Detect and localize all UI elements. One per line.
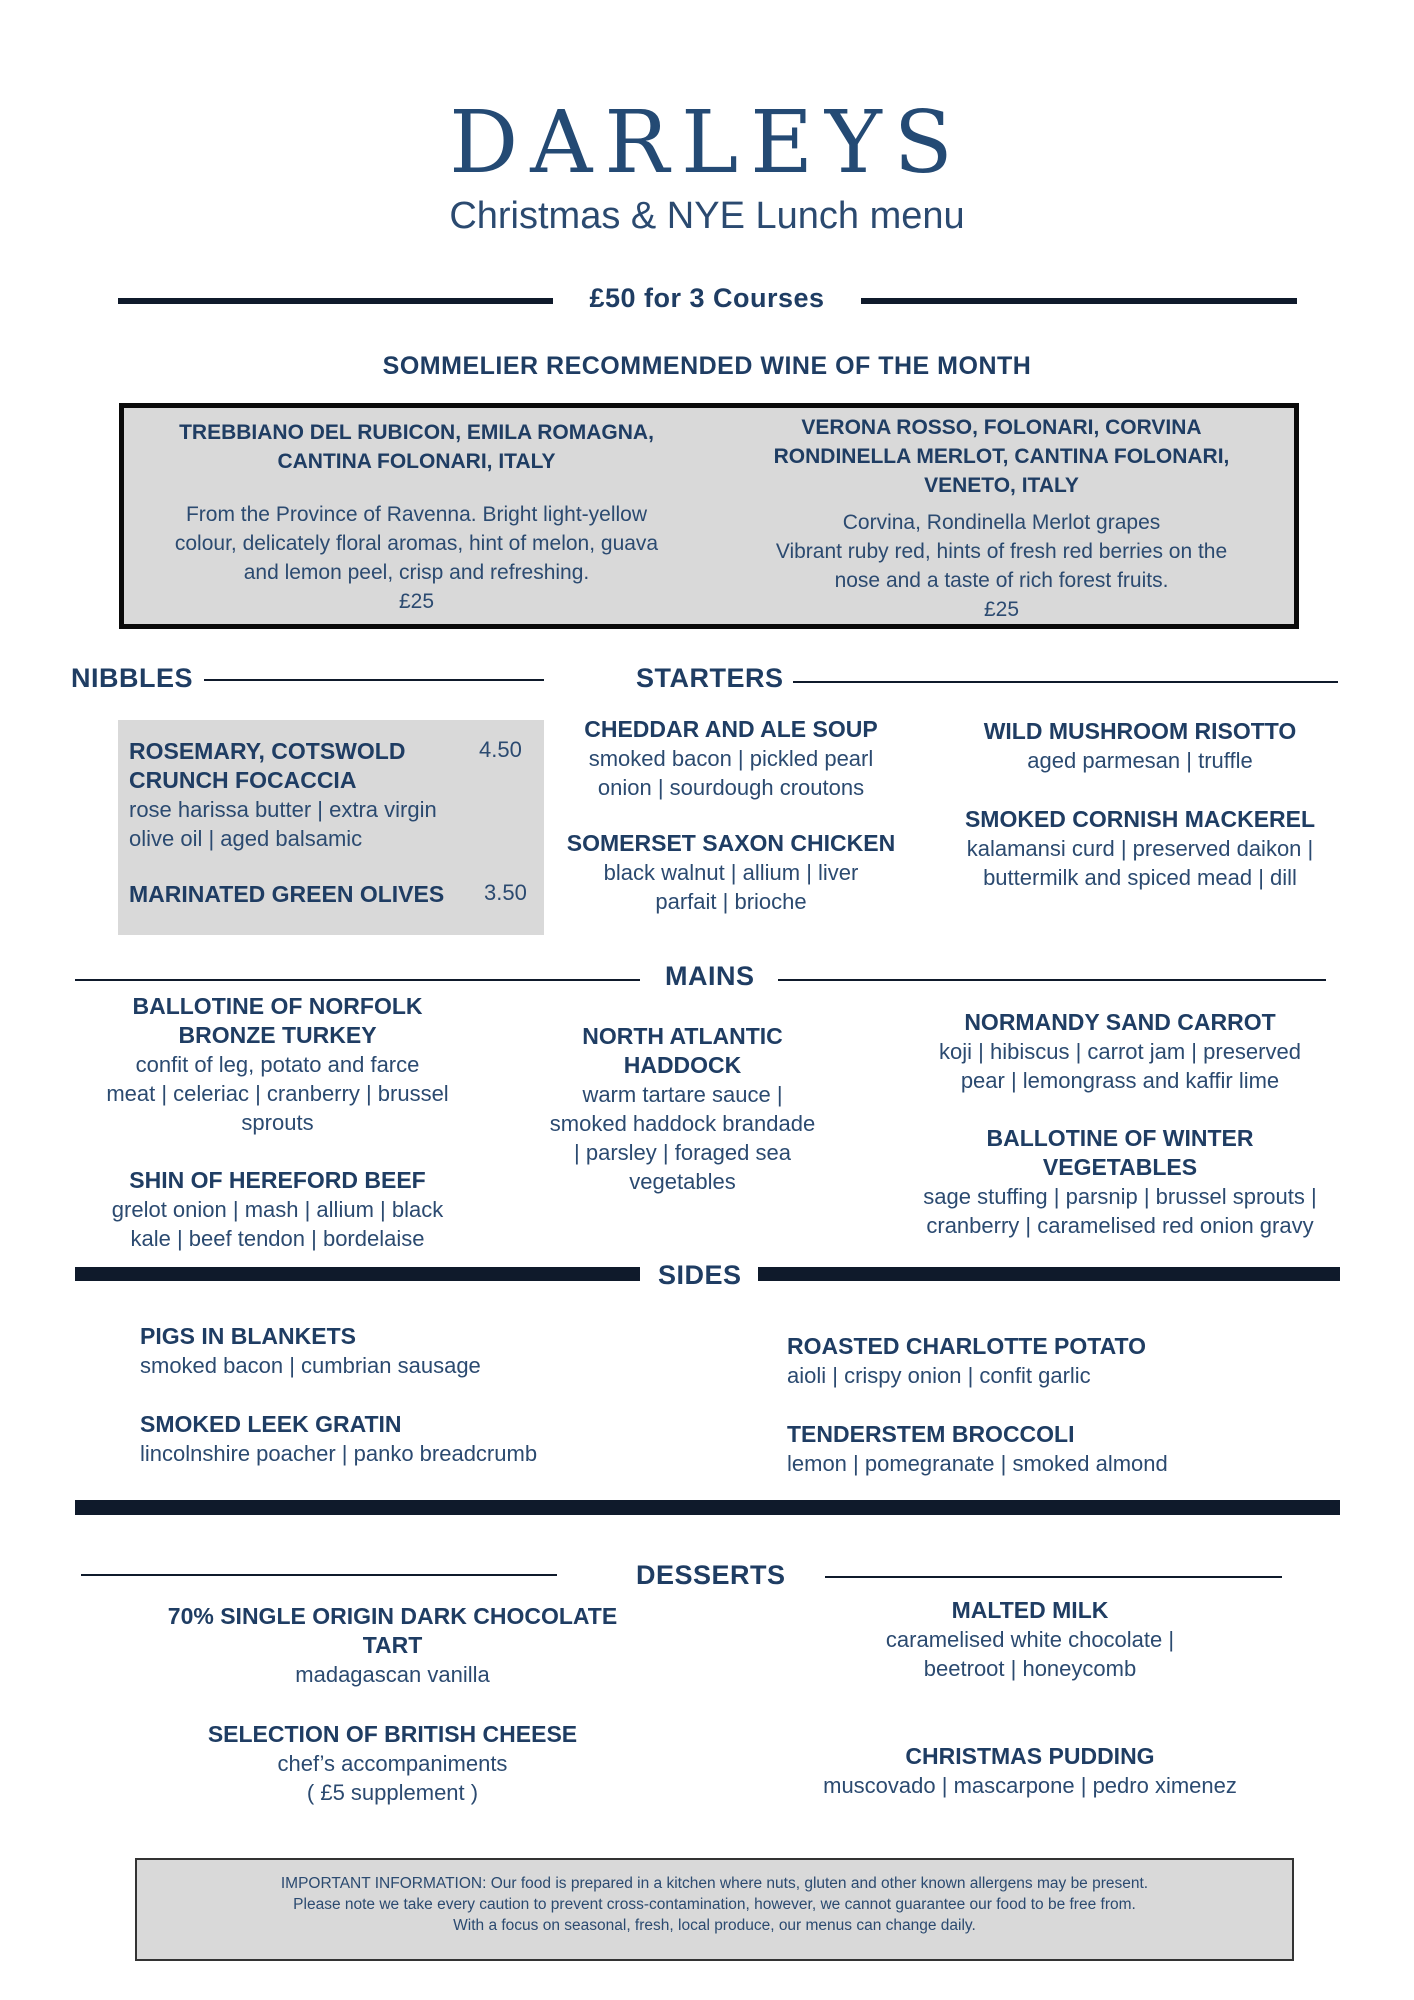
main-1-name-1: BALLOTINE OF NORFOLK: [132, 993, 423, 1019]
dessert-2-desc-1: chef’s accompaniments: [277, 1751, 508, 1776]
side-4-desc: lemon | pomegranate | smoked almond: [787, 1451, 1168, 1476]
dessert-3-desc-1: caramelised white chocolate |: [885, 1627, 1175, 1652]
mains-heading: MAINS: [665, 961, 755, 991]
main-item-2: [60, 1166, 495, 1253]
sides-heading: SIDES: [658, 1260, 742, 1290]
nibbles-rule: [204, 679, 544, 681]
side-item-3: [787, 1332, 1347, 1390]
main-1-name-2: BRONZE TURKEY: [178, 1022, 377, 1048]
dessert-1-name-2: TART: [362, 1632, 423, 1658]
starter-4-desc-1: kalamansi curd | preserved daikon |: [966, 836, 1314, 861]
side-item-2: [140, 1410, 700, 1468]
starter-2-desc-1: black walnut | allium | liver: [603, 860, 859, 885]
side-3-name: ROASTED CHARLOTTE POTATO: [787, 1333, 1147, 1359]
menu-subtitle: Christmas & NYE Lunch menu: [449, 195, 965, 237]
nibble-1-desc-2: olive oil | aged balsamic: [129, 826, 363, 851]
dessert-4-name: CHRISTMAS PUDDING: [905, 1743, 1155, 1769]
starter-4-name: SMOKED CORNISH MACKEREL: [964, 806, 1316, 832]
main-1-desc-2: meat | celeriac | cranberry | brussel: [106, 1081, 449, 1106]
desserts-rule-right: [825, 1576, 1282, 1578]
dessert-2-desc-2: ( £5 supplement ): [306, 1780, 479, 1805]
side-1-name: PIGS IN BLANKETS: [140, 1323, 356, 1349]
mains-rule-left: [75, 979, 640, 981]
price-line: £50 for 3 Courses: [589, 283, 825, 313]
wine-left: [124, 418, 709, 616]
wine-left-desc-3: and lemon peel, crisp and refreshing.: [243, 561, 590, 584]
wine-left-name-1: TREBBIANO DEL RUBICON, EMILA ROMAGNA,: [179, 421, 654, 444]
wine-right-name-3: VENETO, ITALY: [924, 474, 1079, 497]
wine-right-desc-2: Vibrant ruby red, hints of fresh red berries on the: [775, 540, 1228, 563]
main-item-5: [880, 1124, 1360, 1240]
starters-heading: STARTERS: [636, 663, 784, 693]
starter-1-desc-2: onion | sourdough croutons: [597, 775, 865, 800]
starters-rule: [793, 681, 1338, 683]
dessert-1-name-1: 70% SINGLE ORIGIN DARK CHOCOLATE: [167, 1603, 618, 1629]
starter-2-desc-2: parfait | brioche: [655, 889, 807, 914]
dessert-item-1: [120, 1602, 665, 1689]
main-4-desc-2: pear | lemongrass and kaffir lime: [960, 1068, 1280, 1093]
nibble-1-price: 4.50: [479, 737, 522, 762]
main-3-desc-4: vegetables: [629, 1169, 736, 1194]
mains-rule-right: [778, 979, 1326, 981]
main-3-name-2: HADDOCK: [623, 1052, 742, 1078]
main-5-desc-1: sage stuffing | parsnip | brussel sprouts |: [923, 1184, 1317, 1209]
side-item-4: [787, 1420, 1347, 1478]
starter-3-name: WILD MUSHROOM RISOTTO: [983, 718, 1297, 744]
nibble-1-name-2: CRUNCH FOCACCIA: [129, 767, 357, 793]
wine-right-name-1: VERONA ROSSO, FOLONARI, CORVINA: [801, 416, 1202, 439]
dessert-item-2: [120, 1720, 665, 1807]
nibble-2-name: MARINATED GREEN OLIVES: [129, 881, 445, 907]
wine-left-name-2: CANTINA FOLONARI, ITALY: [277, 450, 556, 473]
starter-item-1: [556, 715, 906, 802]
price-rule-right: [861, 298, 1297, 304]
wine-heading: SOMMELIER RECOMMENDED WINE OF THE MONTH: [382, 352, 1032, 380]
wine-left-price: £25: [398, 590, 435, 613]
wine-left-desc-1: From the Province of Ravenna. Bright light-yellow: [185, 503, 648, 526]
dessert-3-name: MALTED MILK: [951, 1597, 1109, 1623]
desserts-heading: DESSERTS: [636, 1560, 786, 1590]
side-1-desc: smoked bacon | cumbrian sausage: [140, 1353, 481, 1378]
main-item-1: [60, 992, 495, 1137]
main-5-name-2: VEGETABLES: [1042, 1154, 1198, 1180]
wine-left-desc-2: colour, delicately floral aromas, hint of melon, guava: [174, 532, 659, 555]
main-4-name: NORMANDY SAND CARROT: [964, 1009, 1276, 1035]
dessert-item-3: [760, 1596, 1300, 1683]
wine-box: [119, 403, 1299, 629]
main-2-desc-1: grelot onion | mash | allium | black: [111, 1197, 444, 1222]
price-rule-left: [118, 298, 553, 304]
side-3-desc: aioli | crispy onion | confit garlic: [787, 1363, 1091, 1388]
side-2-name: SMOKED LEEK GRATIN: [140, 1411, 402, 1437]
sides-bottom-rule: [75, 1500, 1340, 1515]
dessert-1-desc: madagascan vanilla: [295, 1662, 490, 1687]
starter-4-desc-2: buttermilk and spiced mead | dill: [983, 865, 1297, 890]
starter-3-desc-1: aged parmesan | truffle: [1027, 748, 1253, 773]
main-3-desc-1: warm tartare sauce |: [582, 1082, 783, 1107]
main-item-3: [510, 1022, 855, 1196]
sides-rule-right: [758, 1267, 1340, 1281]
starter-item-2: [556, 829, 906, 916]
main-2-desc-2: kale | beef tendon | bordelaise: [130, 1226, 425, 1251]
wine-right-price: £25: [983, 598, 1020, 621]
dessert-2-name: SELECTION OF BRITISH CHEESE: [207, 1721, 578, 1747]
side-2-desc: lincolnshire poacher | panko breadcrumb: [140, 1441, 538, 1466]
main-item-4: [880, 1008, 1360, 1095]
starter-1-name: CHEDDAR AND ALE SOUP: [584, 716, 878, 742]
nibbles-heading: NIBBLES: [71, 663, 194, 693]
starter-item-3: [920, 717, 1360, 775]
wine-right-name-2: RONDINELLA MERLOT, CANTINA FOLONARI,: [773, 445, 1230, 468]
wine-right-desc-3: nose and a taste of rich forest fruits.: [834, 569, 1169, 592]
nibble-1-desc-1: rose harissa butter | extra virgin: [129, 797, 437, 822]
starter-2-name: SOMERSET SAXON CHICKEN: [566, 830, 896, 856]
side-4-name: TENDERSTEM BROCCOLI: [787, 1421, 1075, 1447]
nibble-item-1: [129, 737, 469, 853]
main-1-desc-1: confit of leg, potato and farce: [135, 1052, 420, 1077]
info-line-1: IMPORTANT INFORMATION: Our food is prepared in a kitchen where nuts, gluten and other known allergens may be present.: [280, 1875, 1149, 1892]
main-5-desc-2: cranberry | caramelised red onion gravy: [926, 1213, 1314, 1238]
wine-right: [709, 413, 1294, 624]
starter-1-desc-1: smoked bacon | pickled pearl: [588, 746, 874, 771]
nibble-2-price: 3.50: [484, 880, 527, 905]
desserts-rule-left: [81, 1574, 557, 1576]
info-line-3: With a focus on seasonal, fresh, local produce, our menus can change daily.: [453, 1917, 976, 1934]
sides-rule-left: [75, 1267, 640, 1281]
restaurant-title: DARLEYS: [449, 93, 965, 193]
main-3-name-1: NORTH ATLANTIC: [582, 1023, 783, 1049]
dessert-4-desc: muscovado | mascarpone | pedro ximenez: [823, 1773, 1237, 1798]
main-3-desc-2: smoked haddock brandade: [549, 1111, 816, 1136]
main-2-name: SHIN OF HEREFORD BEEF: [129, 1167, 426, 1193]
wine-right-desc-1: Corvina, Rondinella Merlot grapes: [842, 511, 1161, 534]
main-1-desc-3: sprouts: [241, 1110, 314, 1135]
nibbles-box: [118, 720, 544, 935]
side-item-1: [140, 1322, 700, 1380]
main-3-desc-3: | parsley | foraged sea: [574, 1140, 791, 1165]
dessert-item-4: [760, 1742, 1300, 1800]
info-line-2: Please note we take every caution to prevent cross-contamination, however, we cannot guarantee our food to be free from.: [293, 1896, 1136, 1913]
starter-item-4: [920, 805, 1360, 892]
main-5-name-1: BALLOTINE OF WINTER: [986, 1125, 1254, 1151]
dessert-3-desc-2: beetroot | honeycomb: [923, 1656, 1137, 1681]
main-4-desc-1: koji | hibiscus | carrot jam | preserved: [939, 1039, 1301, 1064]
nibble-1-name-1: ROSEMARY, COTSWOLD: [129, 738, 406, 764]
allergen-info-box: [135, 1858, 1294, 1961]
